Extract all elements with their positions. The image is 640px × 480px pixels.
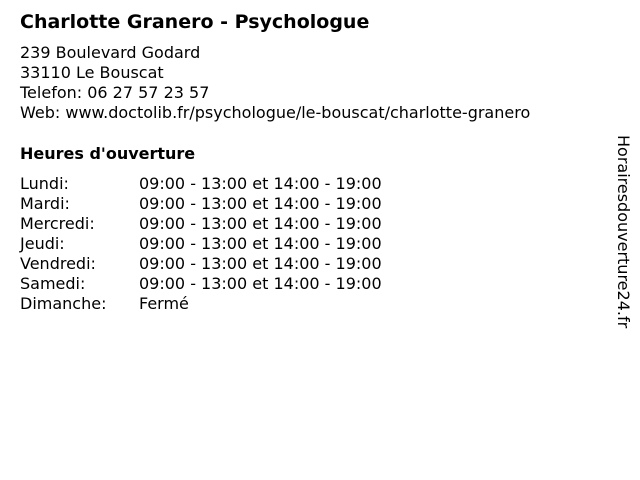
day-label: Dimanche: — [20, 294, 107, 313]
day-label: Vendredi: — [20, 254, 96, 273]
time-range: 09:00 - 13:00 et 14:00 - 19:00 — [139, 234, 382, 253]
hours-heading: Heures d'ouverture — [20, 144, 196, 163]
hours-row-tuesday — [20, 194, 440, 214]
opening-hours-list — [20, 174, 440, 314]
hours-row-thursday — [20, 234, 440, 254]
day-label: Mercredi: — [20, 214, 95, 233]
time-range: 09:00 - 13:00 et 14:00 - 19:00 — [139, 214, 382, 233]
time-range: 09:00 - 13:00 et 14:00 - 19:00 — [139, 274, 382, 293]
street-address: 239 Boulevard Godard — [20, 43, 201, 62]
time-range: 09:00 - 13:00 et 14:00 - 19:00 — [139, 254, 382, 273]
time-range: 09:00 - 13:00 et 14:00 - 19:00 — [139, 194, 382, 213]
page-title: Charlotte Granero - Psychologue — [20, 11, 370, 33]
hours-row-wednesday — [20, 214, 440, 234]
day-label: Jeudi: — [20, 234, 65, 253]
hours-row-friday — [20, 254, 440, 274]
phone-number: Telefon: 06 27 57 23 57 — [20, 83, 210, 102]
hours-row-saturday — [20, 274, 440, 294]
hours-row-sunday — [20, 294, 440, 314]
address-block — [20, 43, 530, 123]
day-label: Lundi: — [20, 174, 69, 193]
site-watermark: Horairesdouverture24.fr — [614, 135, 633, 329]
day-label: Samedi: — [20, 274, 86, 293]
city-postcode: 33110 Le Bouscat — [20, 63, 164, 82]
hours-row-monday — [20, 174, 440, 194]
day-label: Mardi: — [20, 194, 70, 213]
time-range: Fermé — [139, 294, 189, 313]
time-range: 09:00 - 13:00 et 14:00 - 19:00 — [139, 174, 382, 193]
website-link: Web: www.doctolib.fr/psychologue/le-bouscat/charlotte-granero — [20, 103, 531, 122]
